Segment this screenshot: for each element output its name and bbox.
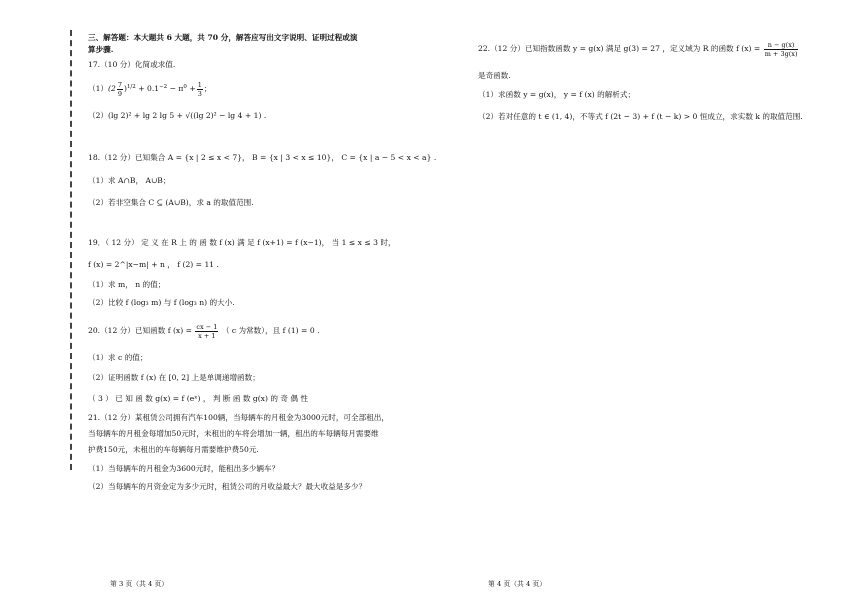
q21-part1: （1）当每辆车的月租金为3600元时，能租出多少辆车？ xyxy=(88,464,280,473)
q22-part1: （1）求函数 y = g(x)， y = f (x) 的解析式； xyxy=(478,90,636,99)
q22-part2: （2）若对任意的 t ∈ (1, 4)，不等式 f (2t − 3) + f (t − k) > 0 恒成立，求实数 k 的取值范围. xyxy=(478,112,803,121)
page-footer-3: 第 3 页（共 4 页） xyxy=(110,580,169,588)
q20-stem: 20.（12 分）已知函数 f (x) = $\frac{cx - 1}{x + 1}$ （ c 为常数），且 f (1) = 0 . xyxy=(88,322,320,340)
q19-part1: （1）求 m， n 的值； xyxy=(88,280,166,289)
q17-part1: （1）(2 $\frac{7}{9}$ )$^{1/2} + 0.1^{-2} - \pi^0$ + $\frac{1}{3}$ ； xyxy=(88,80,212,98)
q22-stem: 22.（12 分）已知指数函数 y = g(x) 满足 g(3) = 27 ，定义域为 R 的函数 f (x) = $\frac{n - g(x)}{m + 3g(x)}$ xyxy=(478,40,798,58)
section-heading-cont: 算步骤. xyxy=(88,45,114,54)
q19-stem-cont: f (x) = 2^|x−m| + n ， f (2) = 11 . xyxy=(88,260,219,269)
q19-stem: 19．（ 12 分） 定 义 在 R 上 的 函 数 f (x) 满 足 f (x+1) = f (x−1)， 当 1 ≤ x ≤ 3 时， xyxy=(88,238,396,247)
q21-line2: 当每辆车的月租金每增加50元时，未租出的车将会增加一辆，租出的车每辆每月需要维 xyxy=(88,429,379,438)
q22-stem-cont: 是奇函数. xyxy=(478,71,511,80)
q21-part2: （2）当每辆车的月资金定为多少元时，租赁公司的月收益最大？最大收益是多少？ xyxy=(88,482,367,491)
q17-part2: （2）(lg 2)² + lg 2 lg 5 + √((lg 2)² − lg 4 + 1) . xyxy=(88,111,267,120)
q20-part1: （1）求 c 的值； xyxy=(88,353,148,362)
section-heading: 三、解答题：本大题共 6 大题，共 70 分，解答应写出文字说明、证明过程或演 xyxy=(88,33,358,42)
q20-part3: （ 3 ） 已 知 函 数 g(x) = f (eˣ) ， 判 断 函 数 g(x) 的 奇 偶 性 xyxy=(88,394,308,403)
q19-part2: （2）比较 f (log₃ m) 与 f (log₃ n) 的大小. xyxy=(88,298,235,307)
binding-margin-line xyxy=(70,30,72,470)
page-3 xyxy=(88,0,440,608)
q18-stem: 18.（12 分）已知集合 A = {x | 2 ≤ x < 7}， B = {x | 3 < x ≤ 10}， C = {x | a − 5 < x < a} . xyxy=(88,153,437,162)
q21-line1: 21.（12 分）某租赁公司拥有汽车100辆，当每辆车的月租金为3000元时，可全部租出， xyxy=(88,413,389,422)
q18-part2: （2）若非空集合 C ⊆ (A∪B)，求 a 的取值范围. xyxy=(88,198,254,207)
page-footer-4: 第 4 页（共 4 页） xyxy=(488,580,547,588)
q20-part2: （2）证明函数 f (x) 在 [0, 2] 上是单调递增函数； xyxy=(88,373,260,382)
q18-part1: （1）求 A∩B， A∪B； xyxy=(88,176,171,185)
q21-line3: 护费150元，未租出的车每辆每月需要维护费50元. xyxy=(88,445,259,454)
q17-stem: 17.（10 分）化简或求值. xyxy=(88,60,176,69)
page-4 xyxy=(478,0,828,608)
